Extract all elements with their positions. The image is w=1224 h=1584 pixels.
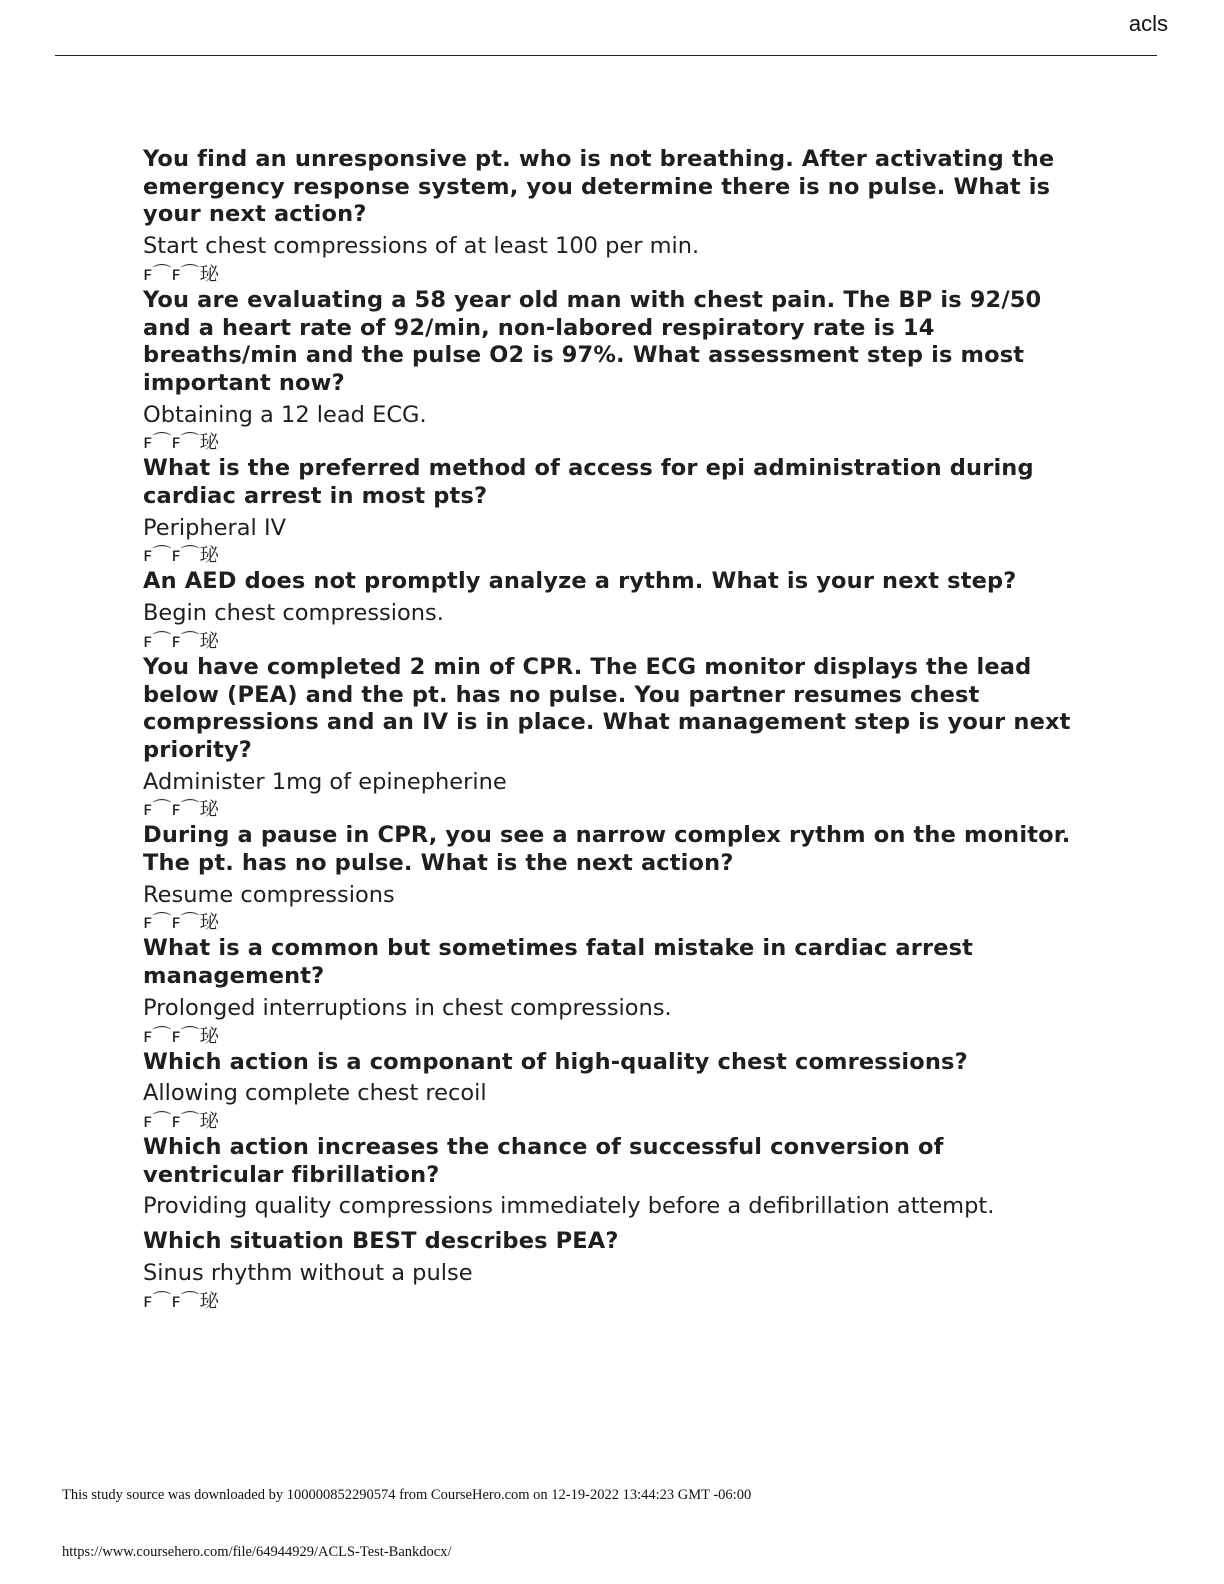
card-answer: Administer 1mg of epinepherine bbox=[143, 768, 507, 795]
card-question: An AED does not promptly analyze a rythm. What is your next step? bbox=[143, 568, 1017, 595]
card-answer: Start chest compressions of at least 100 per min. bbox=[143, 233, 700, 260]
card-question: You are evaluating a 58 year old man with chest pain. The BP is 92/50 and a heart rate of 92/min, non-labored respiratory rate is 14 breaths/min and the pulse O2 is 97%. What assessment step is most important now? bbox=[143, 286, 1042, 396]
card-answer: Allowing complete chest recoil bbox=[143, 1080, 487, 1107]
download-source-note: This study source was downloaded by 100000852290574 from CourseHero.com on 12-19-2022 13:44:23 GMT -06:00 bbox=[62, 1487, 752, 1503]
card-separator-glyphs: ꜰ⌒ꜰ⌒珌 bbox=[143, 544, 219, 567]
card-answer: Resume compressions bbox=[143, 881, 395, 908]
card-answer: Sinus rhythm without a pulse bbox=[143, 1259, 473, 1286]
card-spacer bbox=[143, 1221, 1083, 1228]
card-separator-glyphs: ꜰ⌒ꜰ⌒珌 bbox=[143, 1289, 219, 1312]
source-url[interactable]: https://www.coursehero.com/file/64944929/ACLS-Test-Bankdocx/ bbox=[62, 1544, 452, 1560]
header-divider bbox=[55, 55, 1157, 56]
card-question: What is a common but sometimes fatal mistake in cardiac arrest management? bbox=[143, 935, 974, 990]
page-header-title: acls bbox=[1128, 11, 1168, 36]
card-answer: Peripheral IV bbox=[143, 514, 286, 541]
flashcard bbox=[143, 1134, 1083, 1228]
card-question: Which action is a componant of high-quality chest comressions? bbox=[143, 1048, 968, 1075]
flashcard bbox=[143, 287, 1083, 456]
flashcard bbox=[143, 935, 1083, 1048]
card-question: During a pause in CPR, you see a narrow complex rythm on the monitor. The pt. has no pulse. What is the next action? bbox=[143, 822, 1071, 877]
card-question: Which action increases the chance of successful conversion of ventricular fibrillation? bbox=[143, 1133, 944, 1188]
card-separator-glyphs: ꜰ⌒ꜰ⌒珌 bbox=[143, 1024, 219, 1047]
card-separator-glyphs: ꜰ⌒ꜰ⌒珌 bbox=[143, 431, 219, 454]
card-question: You find an unresponsive pt. who is not breathing. After activating the emergency response system, you determine there is no pulse. What is your next action? bbox=[143, 146, 1055, 228]
card-answer: Begin chest compressions. bbox=[143, 600, 444, 627]
flashcard bbox=[143, 654, 1083, 823]
flashcard bbox=[143, 568, 1083, 653]
card-separator-glyphs: ꜰ⌒ꜰ⌒珌 bbox=[143, 911, 219, 934]
card-question: What is the preferred method of access for epi administration during cardiac arrest in most pts? bbox=[143, 455, 1034, 510]
card-separator-glyphs: ꜰ⌒ꜰ⌒珌 bbox=[143, 798, 219, 821]
card-separator-glyphs: ꜰ⌒ꜰ⌒珌 bbox=[143, 1109, 219, 1132]
card-question: You have completed 2 min of CPR. The ECG monitor displays the lead below (PEA) and the pt. has no pulse. You partner resumes chest compressions and an IV is in place. What management step is your next priority? bbox=[143, 653, 1071, 763]
flashcard bbox=[143, 455, 1083, 568]
card-answer: Providing quality compressions immediately before a defibrillation attempt. bbox=[143, 1193, 995, 1220]
flashcard-list bbox=[143, 146, 1083, 1314]
card-answer: Obtaining a 12 lead ECG. bbox=[143, 401, 427, 428]
flashcard bbox=[143, 822, 1083, 935]
flashcard bbox=[143, 146, 1083, 287]
card-question: Which situation BEST describes PEA? bbox=[143, 1228, 619, 1255]
card-answer: Prolonged interruptions in chest compressions. bbox=[143, 994, 672, 1021]
card-separator-glyphs: ꜰ⌒ꜰ⌒珌 bbox=[143, 629, 219, 652]
flashcard bbox=[143, 1228, 1083, 1313]
flashcard bbox=[143, 1049, 1083, 1134]
card-separator-glyphs: ꜰ⌒ꜰ⌒珌 bbox=[143, 262, 219, 285]
